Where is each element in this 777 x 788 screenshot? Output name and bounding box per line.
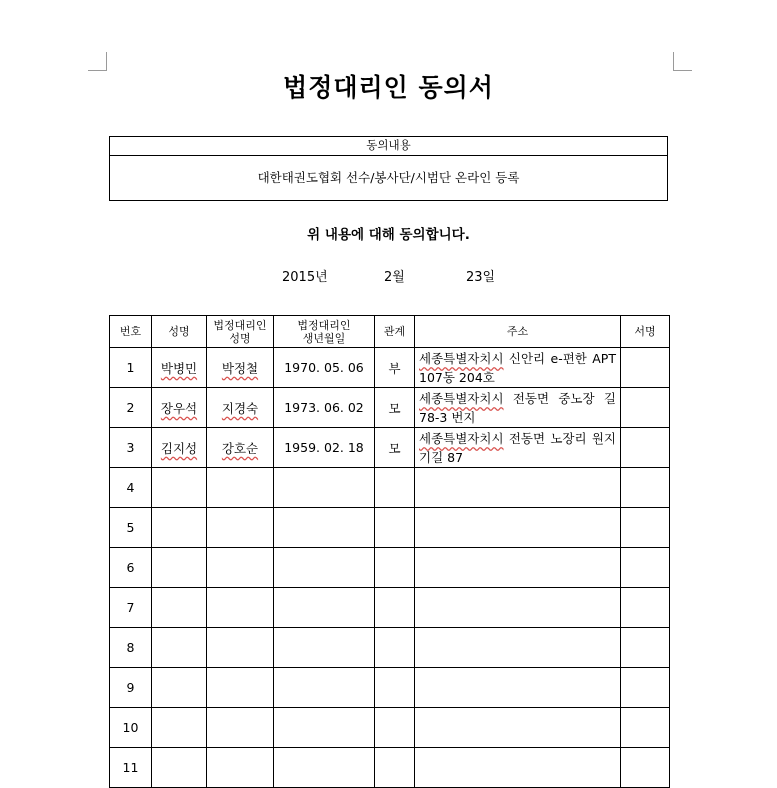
cell-name [152,748,207,788]
header-signature: 서명 [621,316,670,348]
address-part-2: 전동면 [508,431,546,446]
cell-signature[interactable] [621,668,670,708]
cell-name [152,388,207,428]
header-no: 번호 [110,316,152,348]
cell-guardian-name [207,508,274,548]
cell-name [152,428,207,468]
address-part-3: e-편한 [550,351,587,366]
cell-address [415,388,621,428]
table-row [110,668,670,708]
cell-guardian-name-text: 지경숙 [221,400,259,416]
address-part-2: 신안리 [508,351,546,366]
cell-signature[interactable] [621,708,670,748]
cell-name-text: 장우석 [160,400,198,416]
cell-relation: 부 [375,348,415,388]
cell-address [415,628,621,668]
cell-relation [375,508,415,548]
cell-no: 6 [110,548,152,588]
cell-relation: 모 [375,428,415,468]
header-address: 주소 [415,316,621,348]
address-part-4: 길 78-3 번지 [419,391,616,425]
cell-name [152,588,207,628]
cell-address [415,468,621,508]
date-month: 2월 [384,270,405,285]
cell-guardian-name [207,628,274,668]
cell-no: 7 [110,588,152,628]
cell-guardian-birth [274,548,375,588]
cell-signature[interactable] [621,548,670,588]
table-row [110,628,670,668]
cell-address [415,668,621,708]
cell-guardian-name [207,468,274,508]
cell-name [152,668,207,708]
address-part-3: 노장리 [550,431,587,446]
table-row [110,548,670,588]
cell-name-text: 김지성 [160,440,198,456]
table-row [110,588,670,628]
cell-name [152,468,207,508]
cell-relation [375,628,415,668]
cell-address [415,708,621,748]
cell-guardian-name [207,548,274,588]
cell-no: 5 [110,508,152,548]
cell-relation [375,468,415,508]
cell-address [415,548,621,588]
header-relation: 관계 [375,316,415,348]
cell-no: 4 [110,468,152,508]
cell-guardian-name [207,428,274,468]
cell-signature[interactable] [621,348,670,388]
header-name: 성명 [152,316,207,348]
cell-guardian-name [207,748,274,788]
header-guardian-name-line1: 법정대리인 [213,318,267,332]
cell-guardian-name [207,388,274,428]
cell-guardian-name [207,588,274,628]
header-guardian-birth-line2: 생년월일 [302,331,346,345]
cell-guardian-birth [274,708,375,748]
table-row [110,708,670,748]
table-row [110,428,670,468]
header-guardian-birth-line1: 법정대리인 [297,318,351,332]
cell-signature[interactable] [621,748,670,788]
cell-no: 3 [110,428,152,468]
cell-no: 8 [110,628,152,668]
cell-name [152,708,207,748]
table-row [110,748,670,788]
cell-relation [375,748,415,788]
cell-guardian-birth: 1970. 05. 06 [274,348,375,388]
cell-guardian-birth [274,668,375,708]
cell-address [415,428,621,468]
cell-relation [375,588,415,628]
cell-signature[interactable] [621,588,670,628]
cell-relation [375,668,415,708]
cell-name [152,548,207,588]
cell-address [415,348,621,388]
cell-address [415,748,621,788]
date-year: 2015년 [282,270,328,285]
agreement-statement: 위 내용에 대해 동의합니다. [307,227,470,243]
cell-relation [375,548,415,588]
cell-guardian-birth: 1973. 06. 02 [274,388,375,428]
cell-signature[interactable] [621,468,670,508]
cell-relation: 모 [375,388,415,428]
date-day: 23일 [466,270,496,285]
cell-guardian-birth: 1959. 02. 18 [274,428,375,468]
cell-signature[interactable] [621,388,670,428]
cell-address [415,508,621,548]
address-part-1: 세종특별자치시 [419,431,504,446]
cell-address [415,588,621,628]
address-part-3: 중노장 [558,391,595,406]
cell-signature[interactable] [621,508,670,548]
table-row [110,508,670,548]
cell-signature[interactable] [621,628,670,668]
cell-guardian-name-text: 강호순 [221,440,259,456]
cell-relation [375,708,415,748]
cell-guardian-birth [274,468,375,508]
cell-name-text: 박병민 [160,360,198,376]
table-row [110,388,670,428]
cell-no: 11 [110,748,152,788]
cell-name [152,348,207,388]
header-guardian-birth [274,316,375,348]
consent-body: 대한태권도협회 선수/봉사단/시범단 온라인 등록 [257,170,520,185]
cell-signature[interactable] [621,428,670,468]
cell-guardian-name [207,348,274,388]
cell-guardian-name-text: 박정철 [221,360,259,376]
table-header-row [110,316,670,348]
cell-guardian-birth [274,508,375,548]
consent-header: 동의내용 [110,137,667,156]
guardian-table [109,315,670,788]
document-title: 법정대리인 동의서 [283,73,494,102]
address-part-1: 세종특별자치시 [419,391,504,406]
cell-guardian-name [207,668,274,708]
table-row [110,348,670,388]
address-part-4: APT 107동 204호 [419,351,616,385]
cell-no: 9 [110,668,152,708]
cell-guardian-birth [274,628,375,668]
cell-guardian-birth [274,748,375,788]
cell-guardian-birth [274,588,375,628]
cell-name [152,628,207,668]
cell-no: 1 [110,348,152,388]
table-row [110,468,670,508]
cell-no: 10 [110,708,152,748]
address-part-1: 세종특별자치시 [419,351,504,366]
cell-guardian-name [207,708,274,748]
cell-no: 2 [110,388,152,428]
header-guardian-name [207,316,274,348]
header-guardian-name-line2: 성명 [229,331,251,345]
address-part-4: 원지기길 87 [419,431,616,465]
consent-box [109,136,668,201]
address-part-2: 전동면 [512,391,550,406]
cell-name [152,508,207,548]
